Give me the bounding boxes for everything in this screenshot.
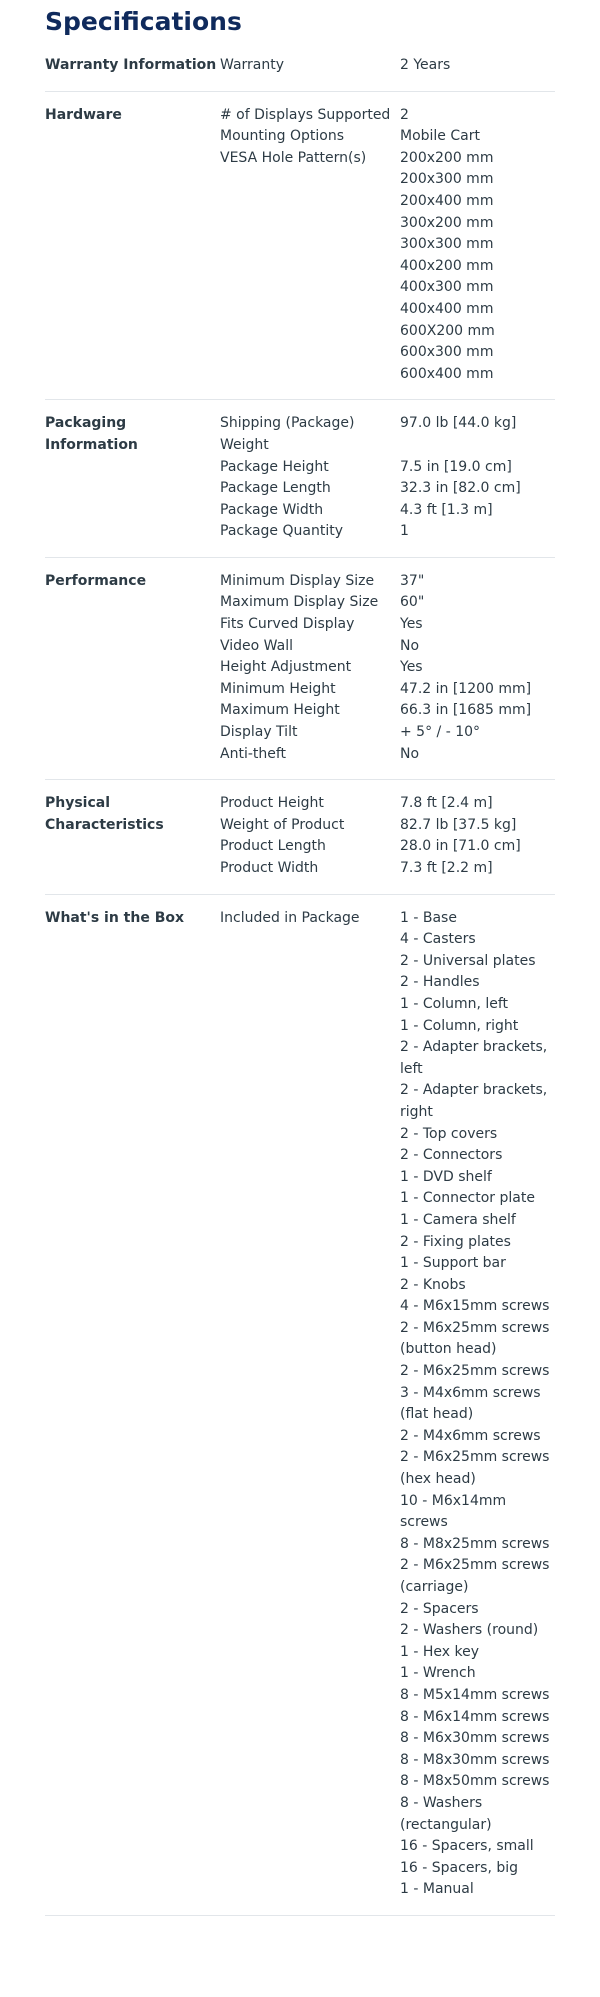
spec-value-line: Yes — [400, 616, 423, 633]
spec-value-line: 60" — [400, 594, 425, 611]
spec-value-line: 400x200 mm — [400, 257, 494, 274]
spec-value-line: 600x400 mm — [400, 365, 494, 382]
section-title: Hardware — [45, 106, 122, 123]
spec-value-line: 4.3 ft [1.3 m] — [400, 501, 493, 518]
spec-row — [220, 722, 555, 744]
spec-value — [400, 521, 555, 543]
spec-value-line: No — [400, 637, 420, 654]
spec-value-line: 8 - M8x50mm screws — [400, 1773, 550, 1790]
section-title: Warranty Information — [45, 57, 217, 73]
section-title: Performance — [45, 572, 147, 589]
spec-label: Maximum Height — [220, 702, 340, 719]
spec-row — [220, 413, 555, 456]
spec-value-line: 97.0 lb [44.0 kg] — [400, 415, 517, 432]
spec-row — [220, 657, 555, 679]
spec-value-line: 200x400 mm — [400, 192, 494, 209]
spec-value-line: 1 - Column, right — [400, 1017, 519, 1034]
spec-value — [400, 679, 555, 701]
spec-value-line: 1 — [400, 523, 409, 540]
spec-row — [220, 636, 555, 658]
spec-value — [400, 105, 555, 127]
spec-value — [400, 815, 555, 837]
spec-value-line: 2 - Spacers — [400, 1600, 479, 1617]
spec-label: VESA Hole Pattern(s) — [220, 149, 367, 166]
spec-value — [400, 700, 555, 722]
spec-value — [400, 722, 555, 744]
spec-label: Minimum Display Size — [220, 572, 375, 589]
spec-value-line: 600X200 mm — [400, 322, 495, 339]
spec-value-line: Mobile Cart — [400, 128, 480, 145]
spec-value-line: 2 - Handles — [400, 974, 480, 991]
spec-value — [400, 457, 555, 479]
spec-row — [220, 744, 555, 766]
spec-label: Package Quantity — [220, 523, 343, 540]
spec-value — [400, 793, 555, 815]
spec-label: Package Height — [220, 458, 329, 475]
spec-row — [220, 571, 555, 593]
spec-sections — [45, 42, 555, 1916]
spec-rows — [220, 571, 555, 765]
spec-value-line: 2 - Universal plates — [400, 952, 536, 969]
spec-label: # of Displays Supported — [220, 106, 391, 123]
spec-value-line: 8 - M6x14mm screws — [400, 1708, 550, 1725]
section-title: Physical Characteristics — [45, 795, 164, 833]
spec-label: Display Tilt — [220, 724, 298, 741]
spec-value-line: 7.5 in [19.0 cm] — [400, 458, 512, 475]
spec-value-line: 28.0 in [71.0 cm] — [400, 838, 521, 855]
spec-row — [220, 614, 555, 636]
spec-value-line: 47.2 in [1200 mm] — [400, 680, 532, 697]
spec-row — [220, 793, 555, 815]
spec-value — [400, 413, 555, 456]
spec-value-line: 7.8 ft [2.4 m] — [400, 795, 493, 812]
spec-value — [400, 858, 555, 880]
spec-row — [220, 858, 555, 880]
spec-value-line: 1 - Column, left — [400, 995, 509, 1012]
spec-value — [400, 636, 555, 658]
spec-value-line: 1 - Base — [400, 909, 457, 926]
section-title: What's in the Box — [45, 909, 185, 926]
spec-row — [220, 126, 555, 148]
spec-value-line: No — [400, 745, 420, 762]
spec-value-line: Yes — [400, 659, 423, 676]
spec-value-line: 37" — [400, 572, 425, 589]
spec-value — [400, 657, 555, 679]
spec-value-line: 2 Years — [400, 57, 451, 73]
spec-value-line: 2 - Connectors — [400, 1147, 503, 1164]
spec-label: Height Adjustment — [220, 659, 352, 676]
spec-value-line: + 5° / - 10° — [400, 724, 481, 741]
spec-value-line: 300x300 mm — [400, 236, 494, 253]
spec-section — [45, 42, 555, 92]
spec-value-line: 2 - Top covers — [400, 1125, 498, 1142]
spec-value — [400, 148, 555, 386]
spec-value-line: 1 - Connector plate — [400, 1190, 535, 1207]
spec-value-line: 2 - M6x25mm screws (hex head) — [400, 1449, 550, 1488]
spec-value-line: 200x300 mm — [400, 171, 494, 188]
spec-row — [220, 55, 555, 77]
spec-row — [220, 457, 555, 479]
spec-value-line: 1 - Wrench — [400, 1665, 476, 1682]
spec-label: Package Length — [220, 480, 331, 497]
spec-value-line: 2 - Fixing plates — [400, 1233, 511, 1250]
spec-label: Product Height — [220, 795, 324, 812]
spec-value-line: 1 - Hex key — [400, 1643, 479, 1660]
spec-value — [400, 908, 555, 1901]
spec-section — [45, 92, 555, 401]
spec-row — [220, 700, 555, 722]
spec-rows — [220, 55, 555, 77]
page-title: Specifications — [45, 7, 242, 36]
spec-label: Weight of Product — [220, 816, 345, 833]
spec-section — [45, 895, 555, 1916]
spec-row — [220, 500, 555, 522]
spec-label: Mounting Options — [220, 128, 344, 145]
spec-value — [400, 55, 555, 77]
spec-label: Minimum Height — [220, 680, 336, 697]
spec-rows — [220, 105, 555, 386]
spec-section — [45, 558, 555, 780]
spec-rows — [220, 413, 555, 543]
spec-value — [400, 744, 555, 766]
spec-rows — [220, 908, 555, 1901]
spec-value-line: 1 - DVD shelf — [400, 1168, 492, 1185]
spec-value — [400, 614, 555, 636]
spec-section — [45, 400, 555, 558]
spec-value-line: 2 - M4x6mm screws — [400, 1427, 541, 1444]
spec-row — [220, 679, 555, 701]
spec-value-line: 82.7 lb [37.5 kg] — [400, 816, 517, 833]
spec-row — [220, 105, 555, 127]
spec-value — [400, 836, 555, 858]
spec-value-line: 8 - M5x14mm screws — [400, 1686, 550, 1703]
spec-value-line: 2 - Adapter brackets, left — [400, 1039, 548, 1077]
spec-label: Shipping (Package) Weight — [220, 415, 355, 453]
spec-value-line: 400x300 mm — [400, 279, 494, 296]
spec-rows — [220, 793, 555, 879]
spec-value-line: 1 - Support bar — [400, 1255, 506, 1272]
spec-value-line: 7.3 ft [2.2 m] — [400, 860, 493, 876]
spec-value-line: 8 - Washers (rectangular) — [400, 1794, 492, 1833]
spec-row — [220, 908, 555, 1901]
spec-value-line: 2 - Washers (round) — [400, 1622, 539, 1639]
spec-value-line: 16 - Spacers, big — [400, 1859, 519, 1876]
spec-value-line: 8 - M8x25mm screws — [400, 1535, 550, 1552]
spec-row — [220, 521, 555, 543]
spec-value-line: 10 - M6x14mm screws — [400, 1492, 507, 1531]
section-title: Packaging Information — [45, 415, 138, 453]
spec-value-line: 200x200 mm — [400, 149, 494, 166]
spec-value-line: 2 — [400, 106, 409, 123]
spec-value-line: 400x400 mm — [400, 300, 494, 317]
spec-value — [400, 478, 555, 500]
spec-value-line: 1 - Camera shelf — [400, 1211, 516, 1228]
spec-value-line: 2 - M6x25mm screws (carriage) — [400, 1557, 550, 1595]
spec-label: Product Length — [220, 838, 326, 855]
spec-value-line: 2 - Knobs — [400, 1276, 466, 1293]
spec-value-line: 2 - M6x25mm screws (button head) — [400, 1319, 550, 1358]
spec-label: Warranty — [220, 57, 285, 73]
spec-value-line: 32.3 in [82.0 cm] — [400, 480, 521, 497]
spec-label: Included in Package — [220, 909, 360, 926]
spec-value-line: 2 - M6x25mm screws — [400, 1363, 550, 1380]
spec-label: Maximum Display Size — [220, 594, 379, 611]
spec-label: Video Wall — [220, 637, 293, 654]
spec-value-line: 8 - M8x30mm screws — [400, 1751, 550, 1768]
spec-value-line: 3 - M4x6mm screws (flat head) — [400, 1384, 541, 1423]
spec-value-line: 1 - Manual — [400, 1881, 474, 1898]
spec-label: Product Width — [220, 860, 319, 876]
spec-value — [400, 500, 555, 522]
spec-row — [220, 148, 555, 386]
spec-row — [220, 836, 555, 858]
spec-value-line: 4 - Casters — [400, 931, 476, 948]
spec-label: Package Width — [220, 501, 324, 518]
spec-value — [400, 592, 555, 614]
spec-value — [400, 126, 555, 148]
spec-value-line: 2 - Adapter brackets, right — [400, 1082, 548, 1120]
spec-value-line: 8 - M6x30mm screws — [400, 1730, 550, 1747]
spec-value-line: 4 - M6x15mm screws — [400, 1298, 550, 1315]
spec-label: Fits Curved Display — [220, 616, 355, 633]
spec-label: Anti-theft — [220, 745, 287, 762]
spec-section — [45, 780, 555, 894]
spec-value-line: 66.3 in [1685 mm] — [400, 702, 532, 719]
spec-row — [220, 592, 555, 614]
spec-row — [220, 478, 555, 500]
spec-value-line: 600x300 mm — [400, 344, 494, 361]
spec-value-line: 16 - Spacers, small — [400, 1838, 534, 1855]
spec-row — [220, 815, 555, 837]
spec-value-line: 300x200 mm — [400, 214, 494, 231]
spec-value — [400, 571, 555, 593]
